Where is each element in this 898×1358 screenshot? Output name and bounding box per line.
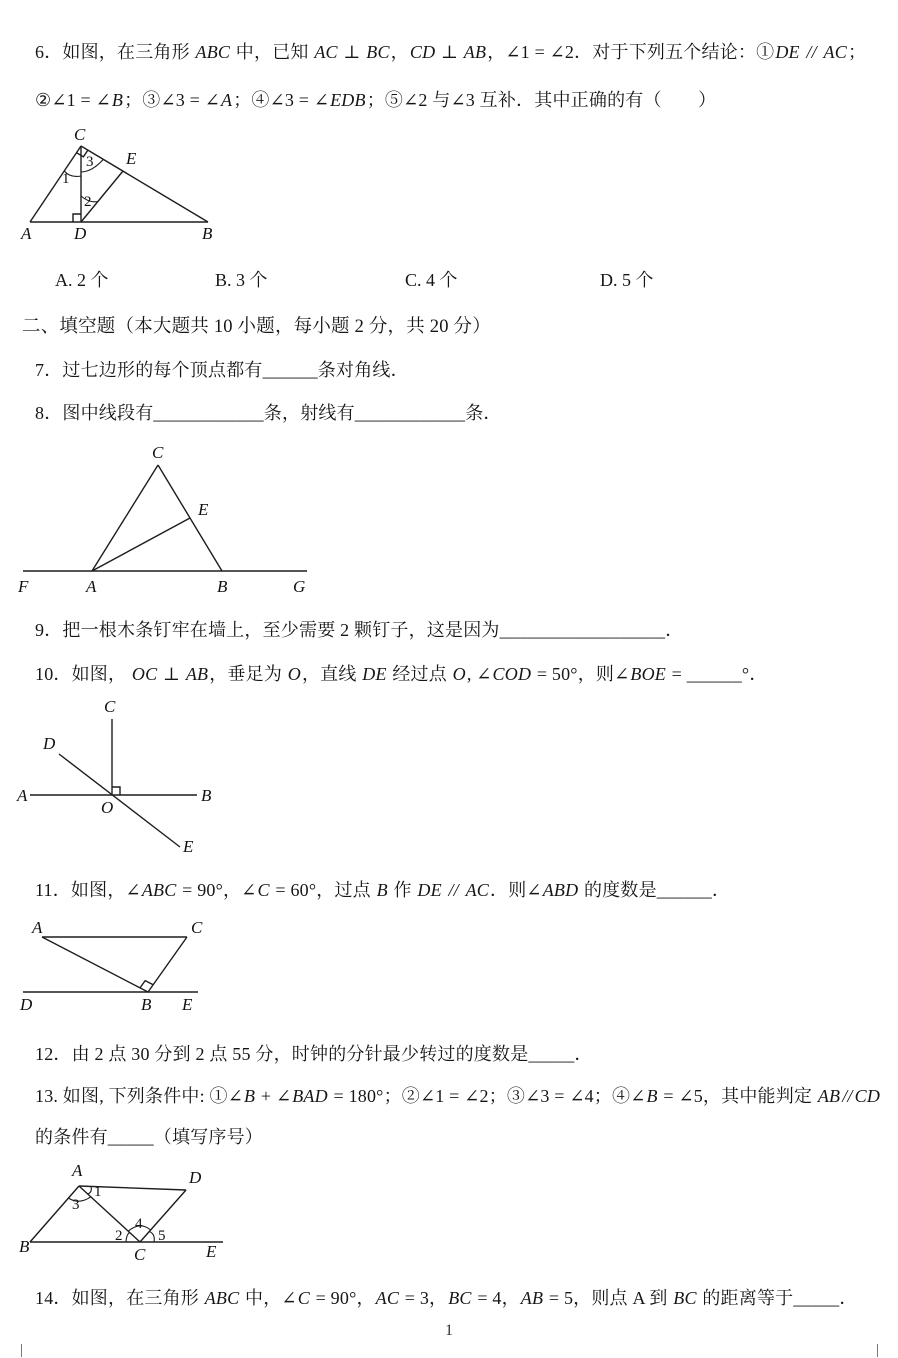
option-d: D. 5 个: [600, 270, 654, 290]
plain-text: 6．如图，在三角形: [35, 42, 195, 62]
plain-text: 13. 如图, 下列条件中: ①∠: [35, 1086, 243, 1106]
point-label-B: B: [141, 995, 152, 1014]
figure-q6-triangle: [18, 126, 230, 248]
plain-text: 的度数是______．: [579, 880, 731, 900]
question-9-text: 9．把一根木条钉牢在墙上，至少需要 2 颗钉子，这是因为__________________．: [35, 620, 684, 640]
math-text: OC: [131, 664, 158, 684]
vertex-label-B: B: [202, 224, 213, 243]
math-text: CD: [409, 42, 436, 62]
section-2-header: 二、填空题（本大题共 10 小题，每小题 2 分，共 20 分）: [22, 317, 491, 337]
plain-text: 中，已知: [231, 42, 314, 62]
plain-text: ⊥: [436, 42, 463, 62]
math-text: O: [287, 664, 301, 684]
margin-mark-left: [21, 1344, 22, 1357]
math-text: ABC: [141, 880, 177, 900]
math-text: AC: [823, 42, 847, 62]
point-label-C: C: [134, 1245, 146, 1264]
angle-label-4: 4: [135, 1216, 143, 1232]
page-number: 1: [445, 1322, 453, 1339]
vertex-label-C: C: [74, 126, 86, 144]
point-label-E: E: [183, 837, 194, 856]
question-13-line-1: [35, 1082, 881, 1108]
math-text: AB: [463, 42, 487, 62]
plain-text: = 4，: [472, 1288, 520, 1308]
angle-2-arc: [126, 1233, 130, 1243]
right-angle-mark-O: [112, 787, 120, 795]
plain-text: ，直线: [301, 664, 362, 684]
plain-text: = 180°；②∠1 = ∠2；③∠3 = ∠4；④∠: [328, 1086, 646, 1106]
question-8-text: 8．图中线段有____________条，射线有____________条．: [35, 403, 502, 423]
plain-text: = 90°，: [310, 1288, 375, 1308]
plain-text: 作: [388, 880, 417, 900]
plain-text: ②∠1 = ∠: [35, 90, 111, 110]
question-6-line-2: [35, 86, 716, 112]
point-label-D: D: [43, 734, 56, 753]
plain-text: = 90°，∠: [177, 880, 257, 900]
math-text: AB: [185, 664, 209, 684]
point-label-F: F: [18, 577, 29, 596]
point-label-B: B: [201, 786, 212, 805]
question-12-text: 12．由 2 点 30 分到 2 点 55 分，时钟的分针最少转过的度数是_____．: [35, 1044, 593, 1064]
plain-text: = 50°，则∠: [532, 664, 630, 684]
plain-text: = 60°，过点: [270, 880, 376, 900]
figure-q13-parallel-lines: [15, 1162, 240, 1270]
plain-text: = ∠5，其中能判定: [658, 1086, 817, 1106]
angle-label-5: 5: [158, 1228, 166, 1244]
option-b: B. 3 个: [215, 270, 268, 290]
vertex-label-D: D: [74, 224, 87, 243]
question-6-line-1: [35, 38, 866, 64]
math-text: //: [801, 42, 822, 62]
math-text: AC: [375, 1288, 400, 1308]
plain-text: 中，∠: [240, 1288, 297, 1308]
plain-text: = ______°．: [666, 664, 768, 684]
plain-text: 的距离等于_____．: [697, 1288, 858, 1308]
math-text: B: [111, 90, 124, 110]
angle-label-1: 1: [62, 171, 70, 187]
angle-label-3: 3: [86, 154, 94, 170]
vertex-label-E: E: [126, 149, 137, 168]
plain-text: ，垂足为: [209, 664, 287, 684]
point-label-C: C: [104, 697, 116, 716]
plain-text: 11．如图，∠: [35, 880, 141, 900]
question-6-options-row: [0, 266, 898, 290]
point-label-E: E: [206, 1242, 217, 1261]
math-text: AC: [465, 880, 489, 900]
angle-label-1: 1: [94, 1184, 102, 1200]
math-text: BC: [673, 1288, 697, 1308]
point-label-G: G: [293, 577, 306, 596]
math-text: B: [646, 1086, 658, 1106]
point-label-C: C: [152, 443, 164, 462]
plain-text: = 3，: [400, 1288, 448, 1308]
plain-text: 14．如图，在三角形: [35, 1288, 204, 1308]
point-label-D: D: [189, 1168, 202, 1187]
plain-text: ；④∠3 = ∠: [233, 90, 330, 110]
question-14-text: [35, 1284, 858, 1310]
question-11-text: [35, 876, 730, 902]
math-text: B: [376, 880, 388, 900]
math-text: AC: [314, 42, 338, 62]
question-10-text: [35, 660, 768, 686]
question-7-text: 7．过七边形的每个顶点都有______条对角线．: [35, 360, 409, 380]
point-label-A: A: [17, 786, 28, 805]
math-text: B: [243, 1086, 256, 1106]
angle-5-arc: [149, 1232, 154, 1243]
option-a: A. 2 个: [55, 270, 109, 290]
math-text: DE: [417, 880, 442, 900]
plain-text: ⊥: [338, 42, 366, 62]
math-text: BAD: [292, 1086, 328, 1106]
vertex-label-A: A: [21, 224, 32, 243]
angle-label-3: 3: [72, 1197, 80, 1213]
point-label-E: E: [198, 500, 209, 519]
math-text: O: [452, 664, 466, 684]
point-label-E: E: [182, 995, 193, 1014]
math-text: AB: [520, 1288, 544, 1308]
plain-text: + ∠: [256, 1086, 292, 1106]
point-label-B: B: [19, 1237, 30, 1256]
plain-text: ⊥: [158, 664, 185, 684]
math-text: COD: [492, 664, 532, 684]
angle-label-2: 2: [84, 194, 92, 210]
margin-mark-right: [877, 1344, 878, 1357]
math-text: ABD: [542, 880, 579, 900]
math-text: EDB: [330, 90, 366, 110]
point-label-B: B: [217, 577, 228, 596]
plain-text: 经过点: [387, 664, 452, 684]
math-text: C: [297, 1288, 310, 1308]
math-text: AB: [817, 1086, 841, 1106]
right-angle-mark-D: [73, 214, 81, 222]
math-text: CD: [854, 1086, 881, 1106]
plain-text: ，∠1 = ∠2．对于下列五个结论：①: [487, 42, 775, 62]
point-label-A: A: [72, 1162, 83, 1180]
math-text: DE: [775, 42, 800, 62]
point-label-A: A: [32, 918, 43, 937]
math-text: //: [443, 880, 464, 900]
math-text: BOE: [630, 664, 666, 684]
plain-text: ；: [847, 42, 867, 62]
math-text: //: [842, 1086, 853, 1106]
plain-text: , ∠: [466, 664, 492, 684]
question-13-line-2: 的条件有_____（填写序号）: [35, 1127, 263, 1147]
math-text: C: [257, 880, 270, 900]
angle-1-arc: [88, 1186, 92, 1194]
point-label-A: A: [86, 577, 97, 596]
math-text: ABC: [195, 42, 231, 62]
math-text: DE: [362, 664, 387, 684]
plain-text: ；③∠3 = ∠: [124, 90, 220, 110]
plain-text: = 5，则点 A 到: [544, 1288, 673, 1308]
math-text: ABC: [204, 1288, 240, 1308]
plain-text: ；⑤∠2 与∠3 互补．其中正确的有（ ）: [366, 90, 717, 110]
figure-q8-triangle-on-line: [10, 443, 320, 598]
point-label-O: O: [101, 798, 114, 817]
math-text: BC: [448, 1288, 472, 1308]
plain-text: ，: [390, 42, 409, 62]
plain-text: 10．如图，: [35, 664, 131, 684]
plain-text: ．则∠: [490, 880, 542, 900]
point-label-D: D: [20, 995, 33, 1014]
math-text: A: [220, 90, 233, 110]
figure-q11-triangle-on-line: [15, 917, 215, 1017]
figure-q10-perpendicular-lines: [15, 697, 215, 857]
math-text: BC: [366, 42, 390, 62]
angle-label-2: 2: [115, 1228, 123, 1244]
point-label-C: C: [191, 918, 203, 937]
option-c: C. 4 个: [405, 270, 458, 290]
